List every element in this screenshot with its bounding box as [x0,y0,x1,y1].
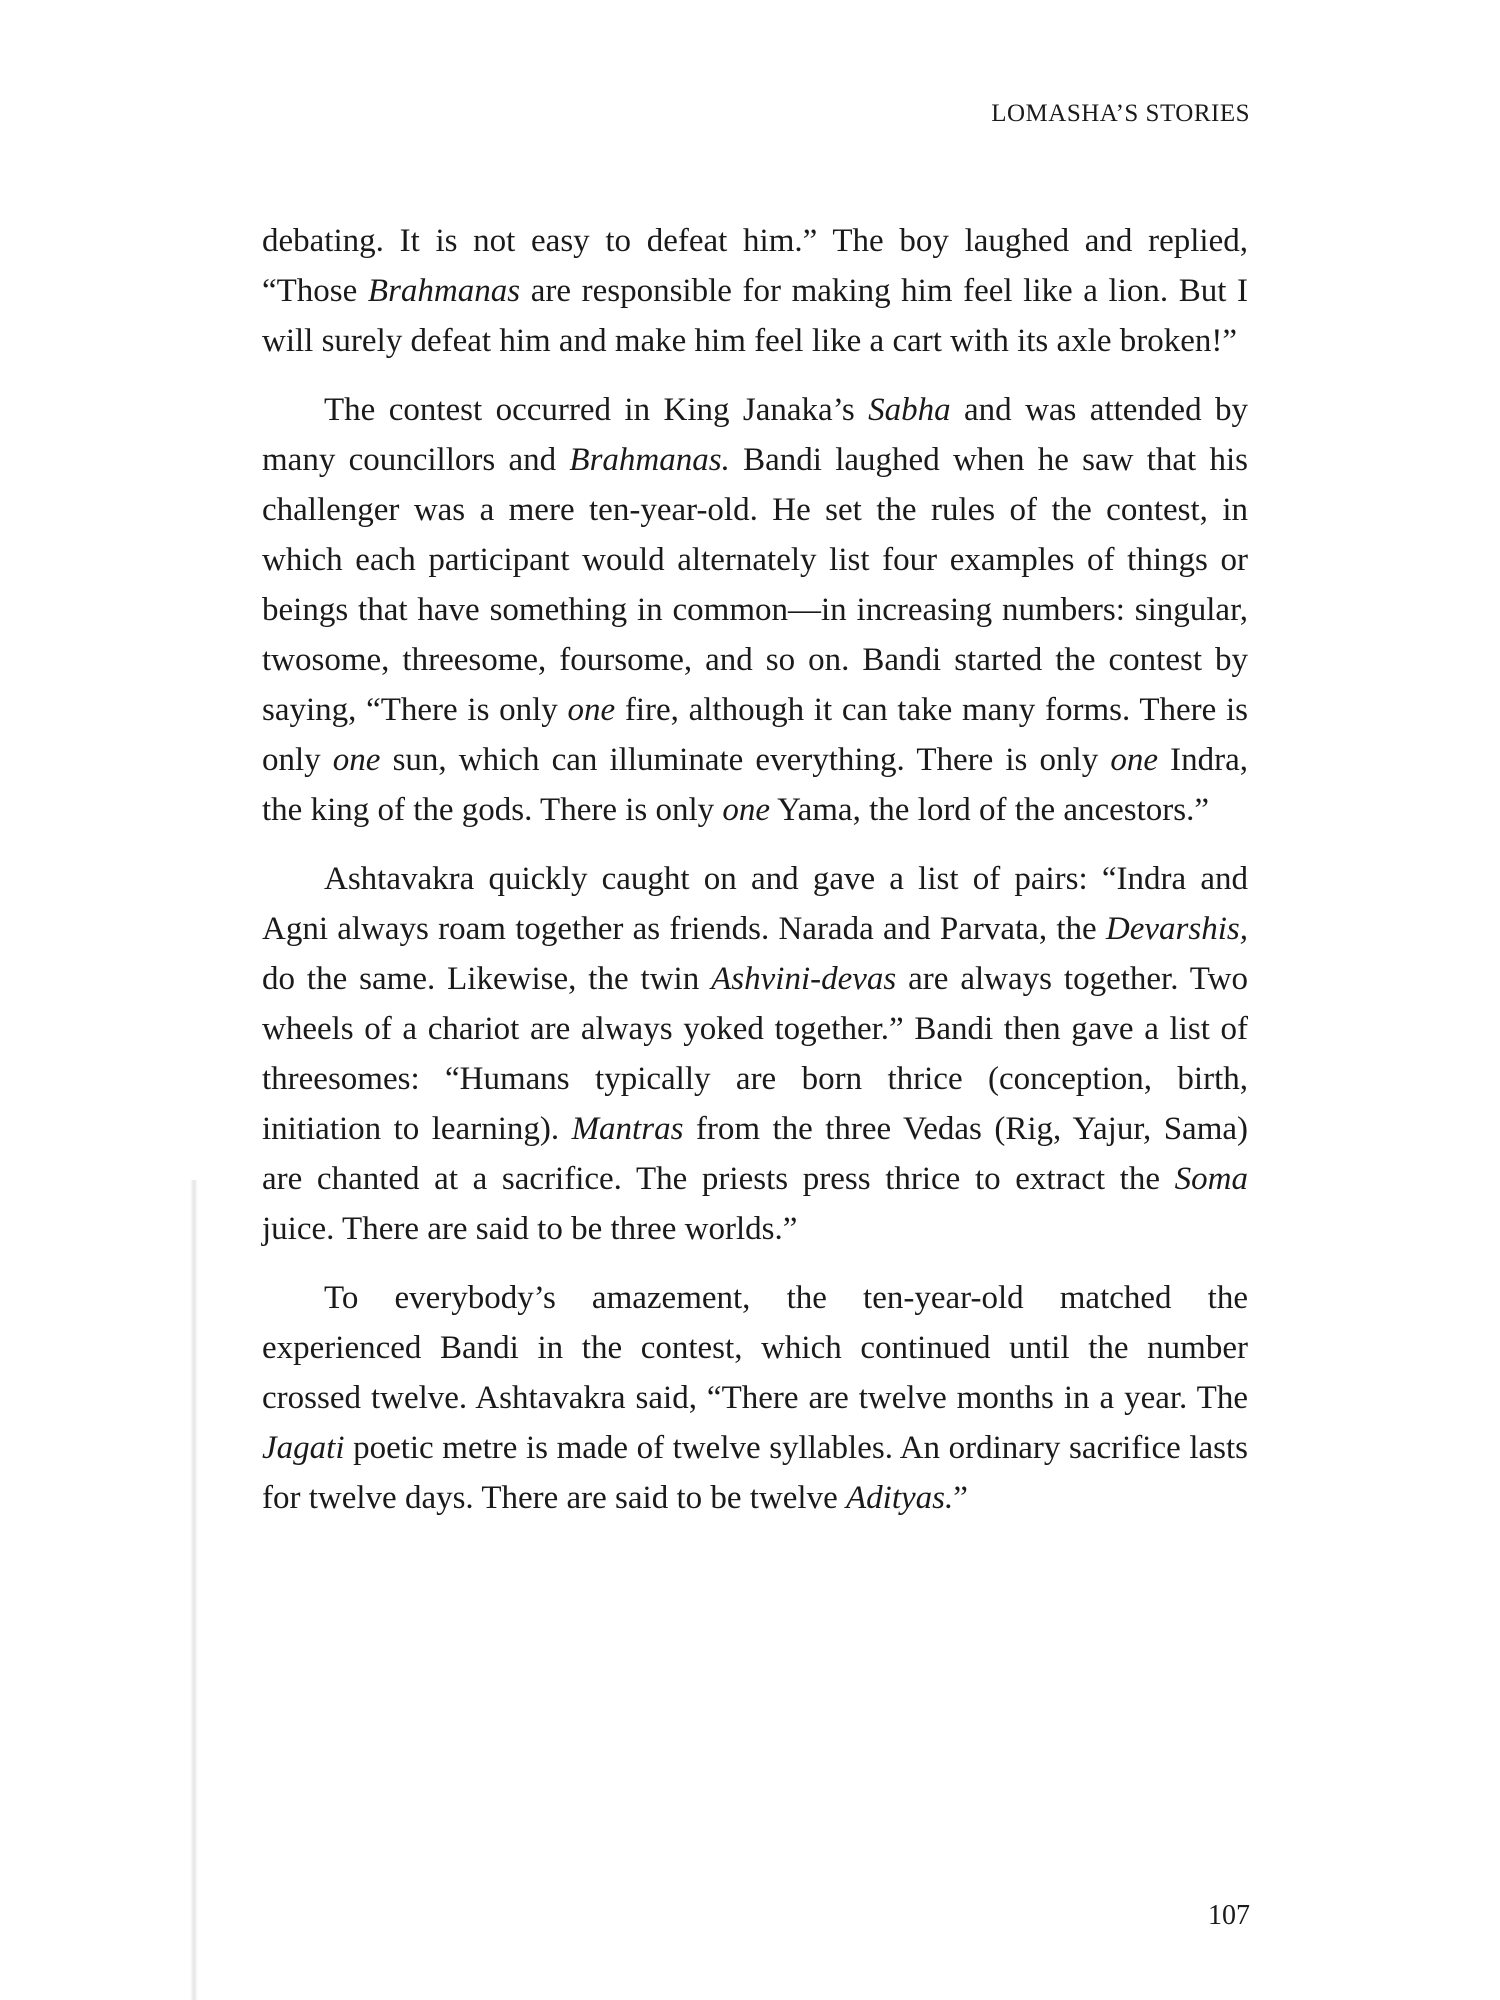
page-number: 107 [1208,1900,1250,1931]
italic-term: Jagati [262,1430,345,1466]
italic-term: Brahmanas. [569,442,730,478]
paragraph-4 [262,1273,1248,1523]
text-run: The contest occurred in King Janaka’s [324,392,869,428]
italic-term: Ashvini-devas [711,961,897,997]
text-run: sun, which can illuminate everything. There is only [380,742,1111,778]
text-run: from the three Vedas (Rig, Yajur, Sama) are chanted at a sacrifice. The priests press thrice to extract the [262,1111,1248,1197]
paragraph-3 [262,854,1248,1254]
gutter-shadow [190,1180,198,2000]
italic-term: Soma [1174,1161,1248,1197]
italic-term: one [567,692,616,728]
italic-term: Sabha [868,392,951,428]
italic-term: Mantras [571,1111,684,1147]
text-run: are always together. Two wheels of a chariot are always yoked together.” Bandi then gave a list of threesomes: “Humans typically are born thrice (conception, birth, initiation to learning). [262,961,1248,1147]
italic-term: Brahmanas [367,273,521,309]
text-run: fire, although it can take many forms. There is only [262,692,1248,778]
text-run: juice. There are said to be three worlds.” [262,1211,798,1247]
text-run: poetic metre is made of twelve syllables. An ordinary sacrifice lasts for twelve days. There are said to be twelve [262,1430,1248,1516]
text-run: are responsible for making him feel like a lion. But I will surely defeat him and make him feel like a cart with its axle broken!” [262,273,1248,359]
italic-term: one [722,792,771,828]
text-run: Indra, the king of the gods. There is only [262,742,1248,828]
text-run: Yama, the lord of the ancestors.” [770,792,1210,828]
italic-term: Adityas. [846,1480,954,1516]
text-run: ” [953,1480,968,1516]
text-run: debating. It is not easy to defeat him.” The boy laughed and replied, “Those [262,223,1248,309]
paragraph-2 [262,385,1248,835]
italic-term: Devarshis, [1105,911,1248,947]
text-run: Ashtavakra quickly caught on and gave a list of pairs: “Indra and Agni always roam together as friends. Narada and Parvata, the [262,861,1248,947]
running-head: LOMASHA’S STORIES [991,100,1250,127]
text-run: To everybody’s amazement, the ten-year-old matched the experienced Bandi in the contest, which continued until the number crossed twelve. Ashtavakra said, “There are twelve months in a year. The [262,1280,1248,1416]
italic-term: one [1110,742,1158,778]
paragraph-1 [262,216,1248,366]
italic-term: one [332,742,381,778]
text-run: do the same. Likewise, the twin [262,961,712,997]
body-text [262,216,1248,1542]
text-run: Bandi laughed when he saw that his challenger was a mere ten-year-old. He set the rules of the contest, in which each participant would alternately list four examples of things or beings that have something in common—in increasing numbers: singular, twosome, threesome, foursome, and so on. Bandi started the contest by saying, “There is only [262,442,1249,728]
text-run: and was attended by many councillors and [262,392,1248,478]
